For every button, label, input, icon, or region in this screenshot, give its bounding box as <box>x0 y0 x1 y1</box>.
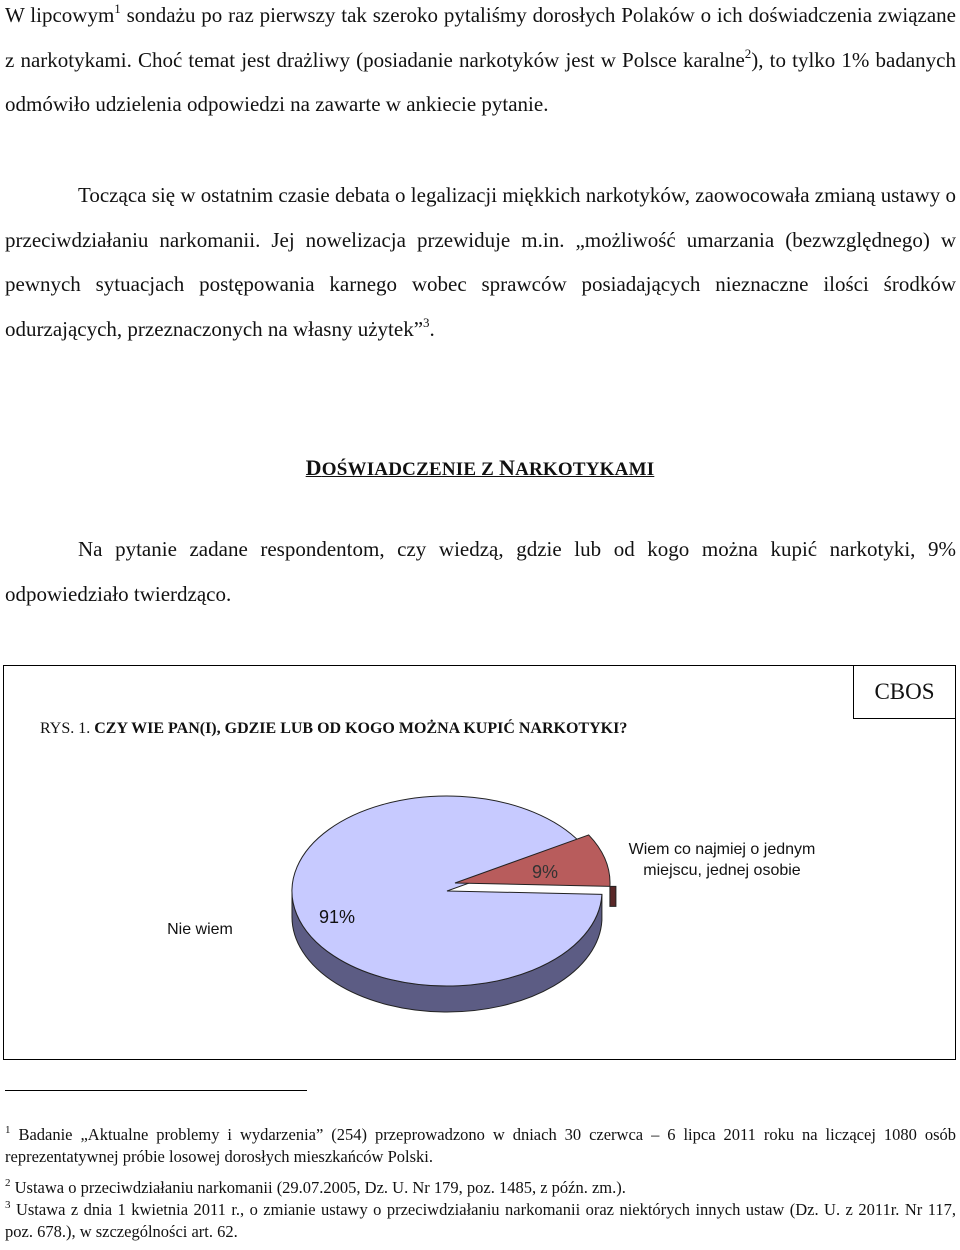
heading-part-2: ARKOTYKAMI <box>515 459 655 480</box>
question-text: Na pytanie zadane respondentom, czy wiedzą, gdzie lub od kogo można kupić narkotyki, 9% odpowiedziało twierdząco. <box>5 537 956 606</box>
footnote-number-1: 1 <box>5 1124 11 1136</box>
heading-initial-d: D <box>305 455 322 480</box>
footnote-text-3: Ustawa z dnia 1 kwietnia 2011 r., o zmianie ustawy o przeciwdziałaniu narkomanii oraz niektórych innych ustaw (Dz. U. z 2011r. Nr 117, poz. 678.), w szczególności art. 62. <box>5 1200 956 1241</box>
footnote-3 <box>5 1199 956 1243</box>
chart-figure <box>3 665 956 1060</box>
slice-category-wiem-line-1: Wiem co najmiej o jednym <box>628 841 816 858</box>
footnote-ref-2[interactable]: 2 <box>744 45 752 61</box>
footnote-number-2: 2 <box>5 1177 11 1189</box>
slice-category-wiem-line-2: miejscu, jednej osobie <box>643 862 801 879</box>
pie-slice-wiem-depth <box>610 886 616 906</box>
intro-text-start: W lipcowym <box>5 3 115 27</box>
heading-part-1: OŚWIADCZENIE Z <box>321 459 499 480</box>
intro-paragraph <box>5 0 956 127</box>
footnote-ref-3[interactable]: 3 <box>423 314 430 330</box>
footnote-2 <box>5 1177 956 1199</box>
question-paragraph <box>5 527 956 616</box>
source-box: CBOS <box>853 666 955 719</box>
footnote-1 <box>5 1124 956 1168</box>
section-heading <box>0 455 960 481</box>
heading-initial-n: N <box>498 455 516 480</box>
footnote-number-3: 3 <box>5 1199 11 1211</box>
footnote-ref-1[interactable]: 1 <box>114 1 121 16</box>
slice-value-label-91: 91% <box>318 907 356 927</box>
figure-number: RYS. 1. <box>40 720 95 737</box>
footnote-text-2: Ustawa o przeciwdziałaniu narkomanii (29.07.2005, Dz. U. Nr 179, poz. 1485, z późn. zm.). <box>10 1178 626 1197</box>
intro-text-end: ), to tylko 1% badanych odmówiło udzielenia odpowiedzi na zawarte w ankiecie pytanie. <box>5 47 956 116</box>
debate-paragraph <box>5 173 956 351</box>
debate-text: Tocząca się w ostatnim czasie debata o legalizacji miękkich narkotyków, zaowocowała zmianą ustawy o przeciwdziałaniu narkomanii. Jej nowelizacja przewiduje m.in. „możliwość umarzania (bezwzględnego) w pewnych sytuacjach postępowania karnego wobec sprawców posiadających nieznaczne ilości środków odurzających, przeznaczonych na własny użytek” <box>5 183 956 341</box>
slice-category-nie-wiem: Nie wiem <box>167 921 233 938</box>
figure-question: CZY WIE PAN(I), GDZIE LUB OD KOGO MOŻNA KUPIĆ NARKOTYKI? <box>94 720 628 737</box>
footnote-text-1: Badanie „Aktualne problemy i wydarzenia” (254) przeprowadzono w dniach 30 czerwca – 6 lipca 2011 roku na liczącej 1080 osób reprezentatywnej próbie losowej dorosłych mieszkańców Polski. <box>5 1125 956 1166</box>
debate-text-end: . <box>429 316 435 341</box>
footnote-separator <box>5 1090 307 1091</box>
pie-slice-nie-wiem <box>292 796 602 986</box>
pie-chart <box>4 666 955 1059</box>
intro-text-middle: sondażu po raz pierwszy tak szeroko pytaliśmy dorosłych Polaków o ich doświadczenia związane z narkotykami. Choć temat jest drażliwy (posiadanie narkotyków jest w Polsce karalne <box>5 3 956 72</box>
slice-value-label-9: 9% <box>531 862 559 882</box>
